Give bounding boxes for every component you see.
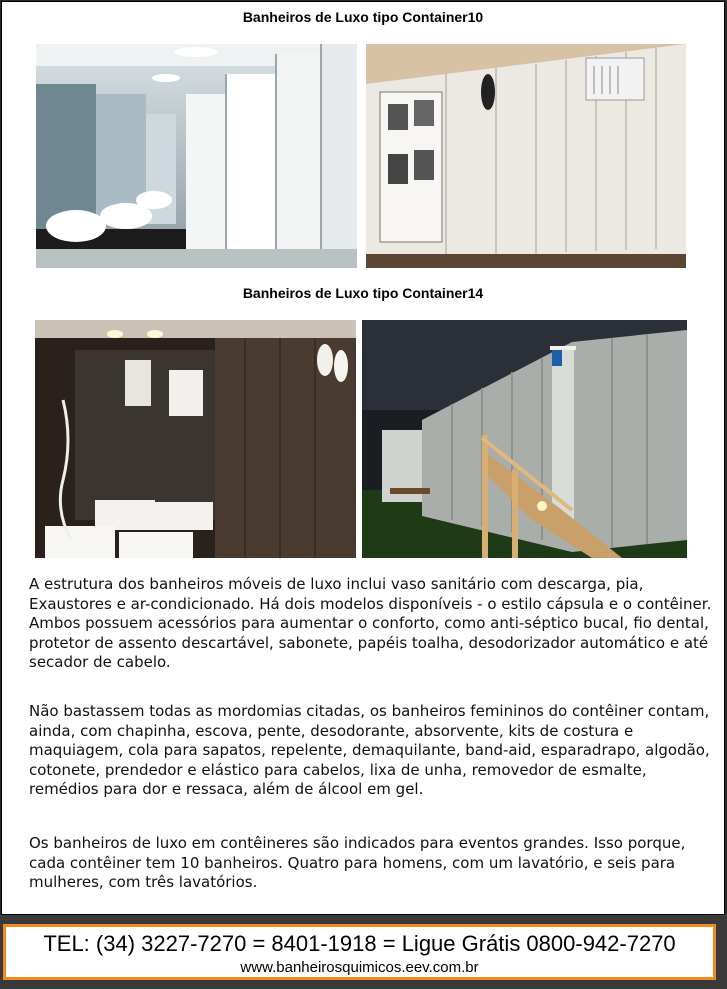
document-page bbox=[1, 1, 725, 915]
bathroom-interior-photo bbox=[36, 44, 357, 268]
paragraph-mordomias: Não bastassem todas as mordomias citadas, os banheiros femininos do contêiner contam, ainda, com chapinha, escova, pente, desodorante, absorvente, kits de costura e maquiagem, cola para sapatos, repelente, demaquilante, band-aid, esparadrapo, algodão, cotonete, prendedor e elástico para cabelos, lixa de unha, removedor de esmalte, remédios para dor e ressaca, além de álcool em gel. bbox=[29, 702, 710, 798]
contact-footer bbox=[3, 924, 716, 980]
container-exterior-photo bbox=[366, 44, 686, 268]
paragraph-estrutura: A estrutura dos banheiros móveis de luxo inclui vaso sanitário com descarga, pia, Exaustores e ar-condicionado. Há dois modelos disponíveis - o estilo cápsula e o contêiner. Ambos possuem acessórios para aumentar o conforto, como anti-séptico bucal, fio dental, protetor de assento descartável, sabonete, papéis toalha, desodorizador automático e até secador de cabelo. bbox=[29, 575, 712, 671]
paragraph-eventos: Os banheiros de luxo em contêineres são indicados para eventos grandes. Isso porque, cada contêiner tem 10 banheiros. Quatro para homens, com um lavatório, e seis para mulheres, com três lavatórios. bbox=[29, 834, 686, 891]
section-title-container14: Banheiros de Luxo tipo Container14 bbox=[242, 285, 484, 301]
container-night-exterior-photo bbox=[362, 320, 687, 558]
contact-phone-line: TEL: (34) 3227-7270 = 8401-1918 = Ligue Grátis 0800-942-7270 bbox=[43, 931, 676, 956]
section-title-container10: Banheiros de Luxo tipo Container10 bbox=[242, 9, 484, 25]
bathroom-interior-dark-photo bbox=[35, 320, 356, 558]
website-link[interactable]: www.banheirosquimicos.eev.com.br bbox=[240, 959, 479, 976]
